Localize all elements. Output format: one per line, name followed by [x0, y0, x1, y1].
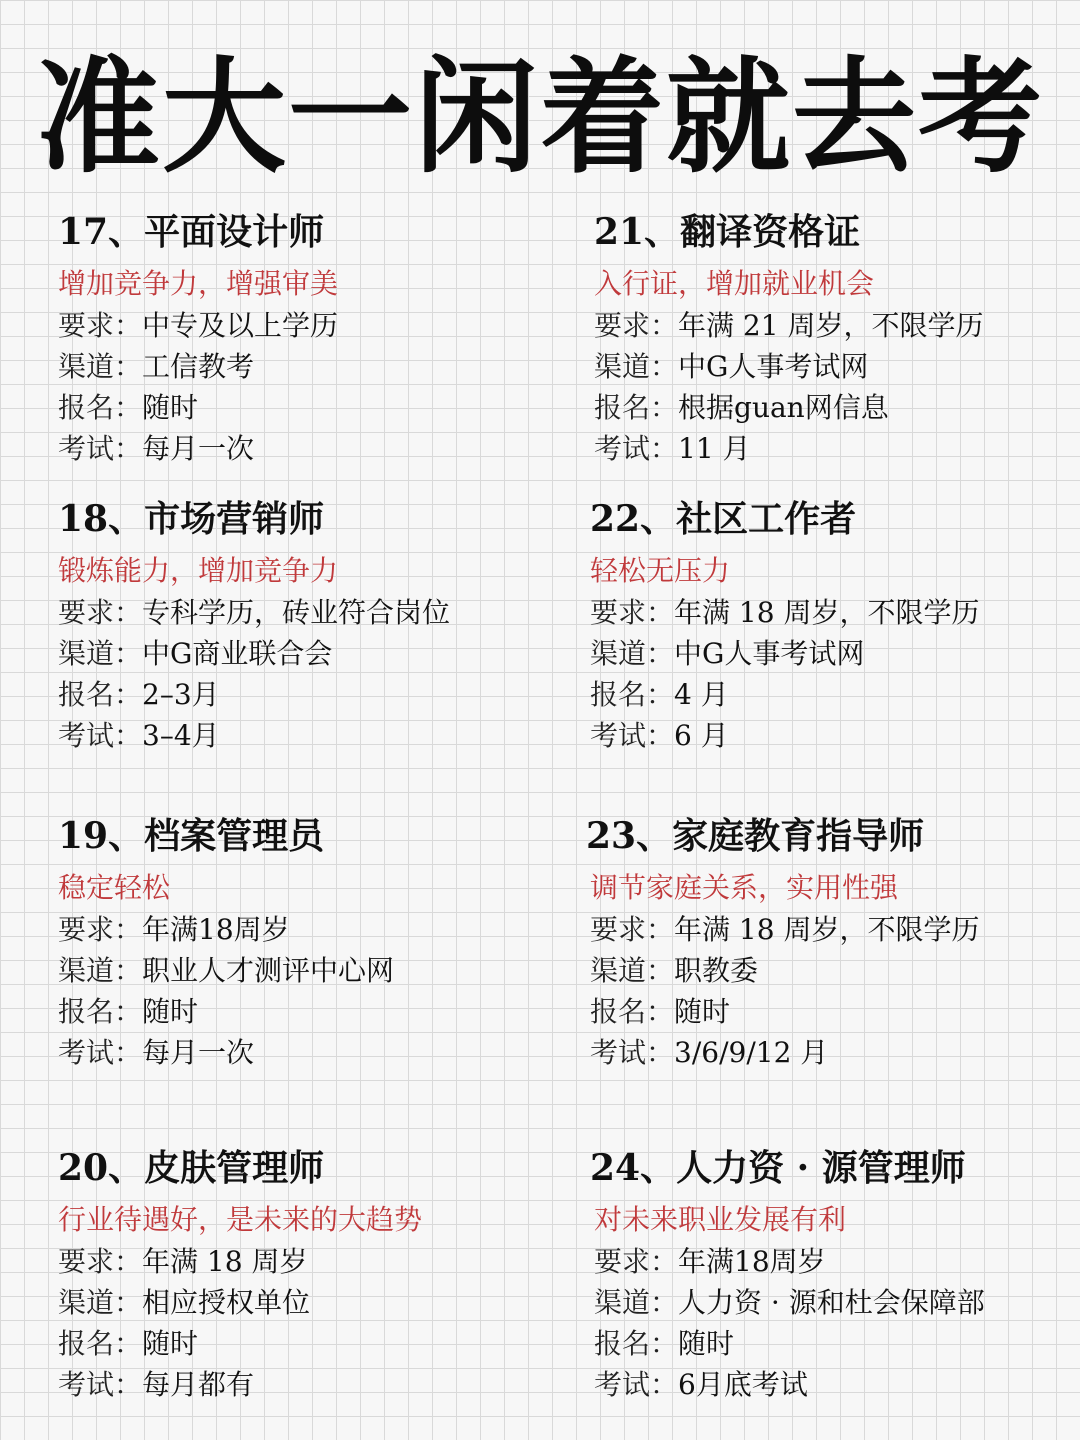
- exam-row: [594, 1364, 1080, 1405]
- row-value: 随时: [142, 1327, 199, 1360]
- row-value: 职教委: [674, 954, 759, 987]
- section-archive-manager: [58, 814, 558, 1073]
- registration-row: [590, 991, 1080, 1032]
- row-value: 6月底考试: [678, 1368, 808, 1401]
- exam-row: [594, 428, 1080, 469]
- exam-row: [58, 715, 558, 756]
- row-label: 考试：: [594, 1368, 679, 1401]
- row-label: 渠道：: [594, 1286, 679, 1319]
- row-label: 报名：: [58, 391, 143, 424]
- row-value: 随时: [678, 1327, 735, 1360]
- row-label: 报名：: [594, 391, 679, 424]
- section-subtitle: 行业待遇好，是未来的大趋势: [58, 1203, 423, 1236]
- registration-row: [590, 674, 1080, 715]
- row-value: 3/6/9/12 月: [674, 1036, 829, 1069]
- row-label: 考试：: [58, 432, 143, 465]
- section-title: 21、翻译资格证: [594, 211, 861, 253]
- registration-row: [58, 1323, 558, 1364]
- row-value: 年满18周岁: [142, 913, 290, 946]
- channel-row: [58, 346, 558, 387]
- row-label: 要求：: [594, 1245, 679, 1278]
- row-label: 报名：: [58, 1327, 143, 1360]
- row-label: 渠道：: [590, 637, 675, 670]
- row-label: 考试：: [58, 719, 143, 752]
- row-label: 渠道：: [590, 954, 675, 987]
- channel-row: [594, 346, 1080, 387]
- row-label: 渠道：: [58, 637, 143, 670]
- requirement-row: [58, 305, 558, 346]
- registration-row: [58, 674, 558, 715]
- channel-row: [58, 950, 558, 991]
- row-value: 6 月: [674, 719, 729, 752]
- row-label: 报名：: [594, 1327, 679, 1360]
- row-value: 中G人事考试网: [674, 637, 865, 670]
- row-value: 随时: [674, 995, 731, 1028]
- section-subtitle: 稳定轻松: [58, 871, 171, 904]
- row-label: 要求：: [58, 1245, 143, 1278]
- channel-row: [58, 633, 558, 674]
- section-title: 18、市场营销师: [58, 498, 325, 540]
- channel-row: [590, 633, 1080, 674]
- row-value: 每月一次: [142, 432, 255, 465]
- section-hr-manager: [590, 1146, 1080, 1405]
- row-value: 专科学历，砖业符合岗位: [142, 596, 451, 629]
- exam-row: [58, 1032, 558, 1073]
- requirement-row: [590, 592, 1080, 633]
- channel-row: [58, 1282, 558, 1323]
- section-title: 20、皮肤管理师: [58, 1147, 325, 1189]
- section-skin-manager: [58, 1146, 558, 1405]
- section-community-worker: [590, 497, 1080, 756]
- section-subtitle: 对未来职业发展有利: [594, 1203, 847, 1236]
- section-subtitle: 增加竞争力，增强审美: [58, 267, 339, 300]
- section-marketing: [58, 497, 558, 756]
- registration-row: [58, 387, 558, 428]
- requirement-row: [58, 909, 558, 950]
- row-label: 要求：: [590, 596, 675, 629]
- exam-row: [58, 1364, 558, 1405]
- row-label: 要求：: [58, 913, 143, 946]
- page-title: 准大一闲着就去考: [35, 46, 1044, 190]
- channel-row: [590, 950, 1080, 991]
- section-title: 24、人力资 · 源管理师: [590, 1147, 966, 1189]
- row-value: 年满 18 周岁: [142, 1245, 308, 1278]
- row-value: 每月一次: [142, 1036, 255, 1069]
- section-family-education: [586, 814, 1080, 1073]
- row-label: 报名：: [58, 678, 143, 711]
- row-value: 工信教考: [142, 350, 255, 383]
- section-subtitle: 入行证，增加就业机会: [594, 267, 875, 300]
- row-value: 中G人事考试网: [678, 350, 869, 383]
- channel-row: [594, 1282, 1080, 1323]
- requirement-row: [590, 909, 1080, 950]
- section-title: 17、平面设计师: [58, 211, 325, 253]
- row-value: 11 月: [678, 432, 751, 465]
- row-value: 相应授权单位: [142, 1286, 311, 1319]
- requirement-row: [58, 1241, 558, 1282]
- row-value: 年满 18 周岁，不限学历: [674, 913, 980, 946]
- registration-row: [594, 387, 1080, 428]
- row-value: 3–4月: [142, 719, 220, 752]
- row-value: 随时: [142, 995, 199, 1028]
- row-label: 考试：: [58, 1036, 143, 1069]
- section-title: 19、档案管理员: [58, 815, 325, 857]
- row-label: 报名：: [58, 995, 143, 1028]
- row-value: 4 月: [674, 678, 729, 711]
- section-title: 22、社区工作者: [590, 498, 857, 540]
- row-value: 职业人才测评中心网: [142, 954, 395, 987]
- row-value: 中专及以上学历: [142, 309, 339, 342]
- row-value: 随时: [142, 391, 199, 424]
- section-subtitle: 调节家庭关系，实用性强: [590, 871, 899, 904]
- requirement-row: [58, 592, 558, 633]
- row-label: 报名：: [590, 995, 675, 1028]
- section-subtitle: 轻松无压力: [590, 554, 731, 587]
- row-label: 考试：: [590, 719, 675, 752]
- section-translator: [594, 210, 1080, 469]
- section-graphic-designer: [58, 210, 558, 469]
- requirement-row: [594, 305, 1080, 346]
- row-label: 渠道：: [58, 350, 143, 383]
- registration-row: [58, 991, 558, 1032]
- exam-row: [58, 428, 558, 469]
- row-label: 渠道：: [594, 350, 679, 383]
- row-value: 年满 18 周岁，不限学历: [674, 596, 980, 629]
- row-label: 要求：: [590, 913, 675, 946]
- row-label: 渠道：: [58, 954, 143, 987]
- exam-row: [590, 1032, 1080, 1073]
- row-value: 中G商业联合会: [142, 637, 333, 670]
- row-label: 考试：: [590, 1036, 675, 1069]
- exam-row: [590, 715, 1080, 756]
- row-value: 根据guan网信息: [678, 391, 889, 424]
- row-label: 报名：: [590, 678, 675, 711]
- row-value: 2–3月: [142, 678, 220, 711]
- row-label: 要求：: [58, 309, 143, 342]
- row-label: 要求：: [594, 309, 679, 342]
- row-label: 考试：: [58, 1368, 143, 1401]
- requirement-row: [594, 1241, 1080, 1282]
- row-value: 年满18周岁: [678, 1245, 826, 1278]
- registration-row: [594, 1323, 1080, 1364]
- row-label: 考试：: [594, 432, 679, 465]
- row-value: 年满 21 周岁，不限学历: [678, 309, 984, 342]
- row-value: 每月都有: [142, 1368, 255, 1401]
- section-subtitle: 锻炼能力，增加竞争力: [58, 554, 339, 587]
- section-title: 23、家庭教育指导师: [586, 815, 925, 857]
- row-label: 渠道：: [58, 1286, 143, 1319]
- row-label: 要求：: [58, 596, 143, 629]
- row-value: 人力资 · 源和杜会保障部: [678, 1286, 985, 1319]
